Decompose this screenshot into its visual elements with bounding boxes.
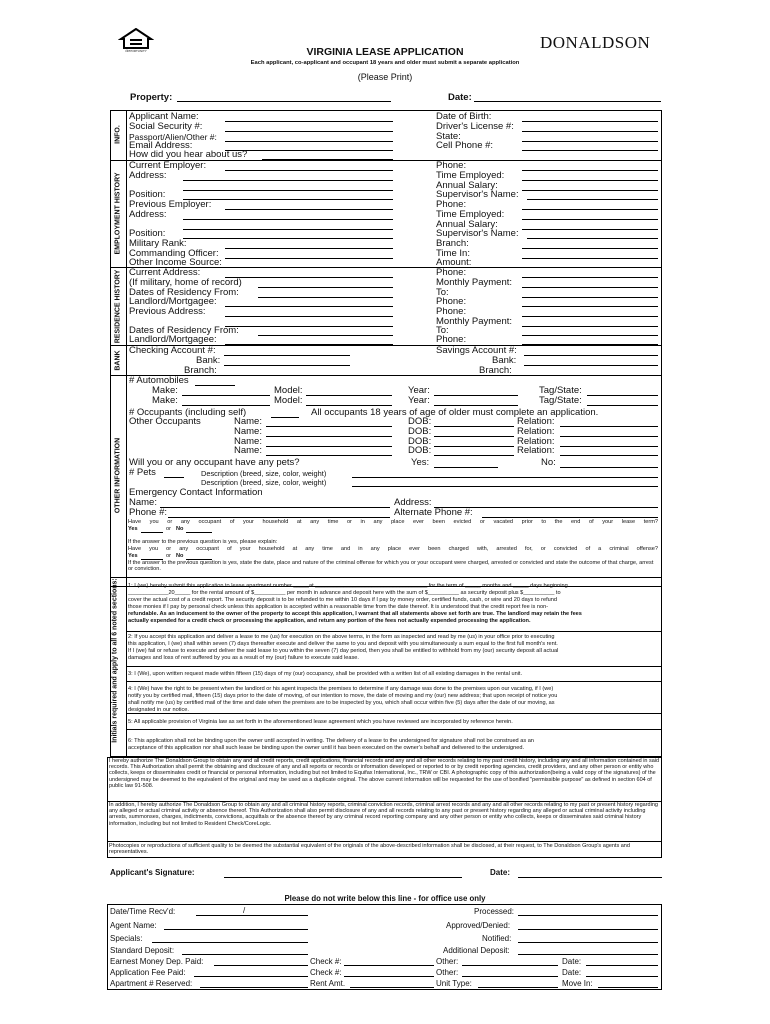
- applicant-name-field[interactable]: [225, 121, 393, 122]
- time-employed-label: Time Employed:: [436, 170, 505, 181]
- checking-branch-field[interactable]: [224, 375, 350, 376]
- rent-amt-field[interactable]: [350, 987, 434, 988]
- term-6-line-b: acceptance of this application nor shall such lease be binding upon the owner until it has been executed on the owner's behalf and delivered to the undersigned.: [128, 745, 525, 751]
- form-subtitle: Each applicant, co-applicant and occupant 18 years and older must submit a separate application: [250, 60, 520, 66]
- section-label-initials: Initials required and apply to all 6 noted sections:: [111, 578, 119, 743]
- emergency-label: Emergency Contact Information: [129, 487, 263, 498]
- prev-monthly-payment-field[interactable]: [522, 326, 658, 327]
- signature-date-label: Date:: [490, 868, 511, 877]
- date-field[interactable]: [474, 101, 661, 102]
- term-1-line-c: cover the actual cost of a credit report. The security deposit is to be refunded to me within 10 days if I pay by money order, certified funds, cash, or wire and 20 days to refund: [128, 597, 557, 603]
- make-label-1: Make:: [152, 385, 178, 396]
- authorization-criminal: In addition, I hereby authorize The Donaldson Group to obtain any and all criminal history reports, criminal conviction records, criminal arrest records and any and all other records relating to my past or present history regarding any alleged or actual criminal activity or absence thereof. This Authorization shall also permit disclosure of any and all records relating to any past or present history regarding any alleged or actual criminal activity including arrests, summonses, charges, indictments, convictions, acquittals or the absence thereof by any criminal record reporting company and any other person or entity who collects, keeps or disseminates said criminal history information, including but not limited to Resident Check/CoreLogic.: [109, 802, 658, 827]
- prev-position-label: Position:: [129, 228, 166, 239]
- employer-address-field-2[interactable]: [183, 190, 393, 191]
- term-2-line-b: this application, I (we) shall within seven (7) days thereafter execute and deliver the same to you and deposit with you simultaneously a sum equal to the first full month's rent.: [128, 641, 558, 647]
- annual-salary-field[interactable]: [522, 190, 658, 191]
- dob-field[interactable]: [522, 121, 658, 122]
- prev-res-to-field[interactable]: [522, 335, 658, 336]
- annual-salary-label: Annual Salary:: [436, 180, 498, 191]
- term-5: 5: All applicable provision of Virginia law as set forth in the aforementioned lease agreement which you have reviewed are incorporated by reference herein.: [128, 719, 513, 725]
- occupant-name-label-4: Name:: [234, 445, 262, 456]
- move-in-field[interactable]: [598, 987, 658, 988]
- occupant-dob-field-2[interactable]: [434, 436, 514, 437]
- criminal-or-label: or: [166, 553, 171, 559]
- notified-label: Notified:: [482, 934, 512, 943]
- occupant-dob-field-4[interactable]: [434, 455, 514, 456]
- app-fee-date-field[interactable]: [586, 976, 658, 977]
- current-address-label: Current Address:: [129, 267, 201, 278]
- auth-divider-2: [107, 841, 662, 842]
- eviction-question: Have you or any occupant of your household at any time or in any place ever been evicted or vacated prior to the end of your lease term?: [128, 519, 658, 525]
- checking-label: Checking Account #:: [129, 345, 216, 356]
- office-use-heading: Please do not write below this line - for office use only: [284, 894, 486, 903]
- email-label: Email Address:: [129, 140, 193, 151]
- commanding-officer-field[interactable]: [225, 258, 393, 259]
- apt-reserved-label: Apartment # Reserved:: [110, 979, 193, 988]
- date-recvd-slash: /: [243, 906, 246, 915]
- brand-logo: DONALDSON: [540, 33, 651, 52]
- savings-bank-label: Bank:: [492, 355, 517, 366]
- prev-residency-from-label: Dates of Residency From:: [129, 325, 239, 336]
- current-address-field[interactable]: [225, 277, 393, 278]
- prev-residency-from-field[interactable]: [258, 335, 393, 336]
- occupant-dob-field-3[interactable]: [434, 446, 514, 447]
- other-income-field[interactable]: [225, 267, 393, 268]
- occupant-relation-label-2: Relation:: [517, 426, 555, 437]
- pet-desc-field-1[interactable]: [352, 477, 658, 478]
- passport-field[interactable]: [225, 141, 393, 142]
- checking-field[interactable]: [224, 355, 350, 356]
- prev-address-field[interactable]: [183, 219, 393, 220]
- model-label-1: Model:: [274, 385, 303, 396]
- landlord-field[interactable]: [225, 306, 393, 307]
- ec-phone-label: Phone #:: [129, 507, 168, 518]
- prev-landlord-label: Landlord/Mortgagee:: [129, 334, 217, 345]
- std-deposit-label: Standard Deposit:: [110, 946, 175, 955]
- terms-divider-2: [126, 666, 662, 667]
- res-to-field[interactable]: [522, 297, 658, 298]
- landlord-label: Landlord/Mortgagee:: [129, 296, 217, 307]
- prev-res-to-label: To:: [436, 325, 449, 336]
- pets-yes-field[interactable]: [434, 467, 498, 468]
- prev-emp-phone-field[interactable]: [522, 209, 658, 210]
- cell-phone-label: Cell Phone #:: [436, 140, 494, 151]
- term-4-line-b: notify you by certified mail, fifteen (15) days prior to the date of moving, of our intention to move, the date of moving and my (our) new address; that upon receipt of notice you: [128, 693, 558, 699]
- pets-count-field[interactable]: [164, 477, 184, 478]
- prev-landlord-phone-field[interactable]: [522, 344, 658, 345]
- term-4-line-d: designated in our notice.: [128, 707, 189, 713]
- prev-annual-salary-field[interactable]: [522, 229, 658, 230]
- earnest-check-label: Check #:: [310, 957, 342, 966]
- eviction-yes-label: Yes: [128, 526, 138, 532]
- home-of-record-label: (If military, home of record): [129, 277, 242, 288]
- occupant-name-label-2: Name:: [234, 426, 262, 437]
- cell-phone-field[interactable]: [522, 150, 658, 151]
- notified-field[interactable]: [518, 942, 658, 943]
- occupant-name-field-3[interactable]: [266, 446, 392, 447]
- signature-date-field[interactable]: [518, 877, 662, 878]
- amount-label: Amount:: [436, 257, 472, 268]
- app-fee-check-label: Check #:: [310, 968, 342, 977]
- terms-divider-3: [126, 681, 662, 682]
- tag-label-1: Tag/State:: [539, 385, 582, 396]
- eviction-no-label: No: [176, 526, 184, 532]
- rent-amt-label: Rent Amt.: [310, 979, 346, 988]
- savings-label: Savings Account #:: [436, 345, 517, 356]
- residency-from-field[interactable]: [258, 297, 393, 298]
- pets-no-label: No:: [541, 457, 556, 468]
- criminal-yes-label: Yes: [128, 553, 138, 559]
- earnest-label: Earnest Money Dep. Paid:: [110, 957, 204, 966]
- time-employed-field[interactable]: [522, 180, 658, 181]
- supervisor-label: Supervisor's Name:: [436, 189, 519, 200]
- criminal-question: Have you or any occupant of your household at any time and in any place ever been charged with, arrested for, or convicted of a criminal offense?: [128, 546, 658, 552]
- term-2-line-d: damages and loss of rent suffered by you as a result of my (our) failure to execute said lease.: [128, 655, 359, 661]
- military-rank-label: Military Rank:: [129, 238, 187, 249]
- prev-res-phone-field[interactable]: [522, 316, 658, 317]
- emp-phone-label: Phone:: [436, 160, 467, 171]
- savings-field[interactable]: [524, 355, 658, 356]
- res-phone-label: Phone:: [436, 267, 467, 278]
- employer-address-label: Address:: [129, 170, 167, 181]
- eviction-yes-field[interactable]: [141, 532, 163, 533]
- passport-label: Passport/Alien/Other #:: [129, 132, 217, 142]
- res-to-label: To:: [436, 287, 449, 298]
- branch-field[interactable]: [522, 248, 658, 249]
- occupant-relation-field-4[interactable]: [560, 455, 658, 456]
- model-label-2: Model:: [274, 395, 303, 406]
- processed-field[interactable]: [518, 915, 658, 916]
- occupant-relation-label-4: Relation:: [517, 445, 555, 456]
- pets-no-field[interactable]: [560, 467, 658, 468]
- monthly-payment-field[interactable]: [522, 287, 658, 288]
- term-6-line-a: 6: This application shall not be binding upon the owner until accepted in writing. The delivery of a lease to the undersigned for signature shall not be construed as an: [128, 738, 534, 744]
- term-3: 3: I (We), upon written request made within fifteen (15) days of my (our) occupancy, shall be provided with a written list of all existing damages in the rental unit.: [128, 671, 523, 677]
- pet-desc-field-2[interactable]: [352, 486, 658, 487]
- pets-question: Will you or any occupant have any pets?: [129, 457, 300, 468]
- make-field-1[interactable]: [182, 395, 270, 396]
- previous-address-label: Previous Address:: [129, 306, 206, 317]
- term-1-line-b: _____________20_____ for the rental amount of $__________ per month in advance and deposit here with the sum of $__________ as security deposit plus $__________ to: [128, 590, 561, 596]
- earnest-date-label: Date:: [562, 957, 582, 966]
- apt-reserved-field[interactable]: [200, 987, 308, 988]
- occupant-relation-field-1[interactable]: [560, 426, 658, 427]
- state-field[interactable]: [522, 141, 658, 142]
- tag-field-2[interactable]: [587, 405, 658, 406]
- military-rank-field[interactable]: [225, 248, 393, 249]
- occupant-dob-label-3: DOB:: [408, 436, 432, 447]
- unit-type-field[interactable]: [478, 987, 558, 988]
- specials-field[interactable]: [152, 942, 308, 943]
- previous-address-field-2[interactable]: [225, 326, 393, 327]
- eviction-no-field[interactable]: [186, 532, 212, 533]
- occupant-relation-field-3[interactable]: [560, 446, 658, 447]
- branch-label: Branch:: [436, 238, 469, 249]
- term-1-line-e: refundable. As an inducement to the owner of the property to accept this application, I warrant that all statements above set forth are true. The landlord may retain the fees: [128, 611, 582, 617]
- criminal-no-label: No: [176, 553, 184, 559]
- current-employer-label: Current Employer:: [129, 160, 207, 171]
- terms-divider-4: [126, 713, 662, 714]
- tag-field-1[interactable]: [587, 395, 658, 396]
- app-fee-field[interactable]: [194, 976, 308, 977]
- home-of-record-field[interactable]: [258, 287, 393, 288]
- pet-desc-label-1: Description (breed, size, color, weight): [201, 469, 327, 478]
- occupant-dob-label-1: DOB:: [408, 416, 432, 427]
- occupant-name-field-2[interactable]: [266, 436, 392, 437]
- prev-position-field[interactable]: [183, 238, 393, 239]
- approved-label: Approved/Denied:: [446, 921, 511, 930]
- agent-label: Agent Name:: [110, 921, 157, 930]
- time-in-field[interactable]: [522, 258, 658, 259]
- prev-address-field-2[interactable]: [183, 229, 393, 230]
- term-4-line-c: shall notify me (us) by certified mail of the time and date when the premises are to be inspected by you, which shall occur within five (5) days after the date of our moving, as: [128, 700, 555, 706]
- amount-field[interactable]: [522, 267, 658, 268]
- section-label-other: OTHER INFORMATION: [114, 437, 122, 514]
- make-field-2[interactable]: [182, 405, 270, 406]
- signature-field[interactable]: [224, 877, 462, 878]
- savings-bank-field[interactable]: [524, 365, 658, 366]
- date-label: Date:: [448, 92, 472, 103]
- landlord-phone-label: Phone:: [436, 296, 467, 307]
- prev-res-phone-label: Phone:: [436, 306, 467, 317]
- year-field-1[interactable]: [434, 395, 518, 396]
- app-fee-label: Application Fee Paid:: [110, 968, 186, 977]
- previous-address-field[interactable]: [225, 316, 393, 317]
- prev-supervisor-field[interactable]: [527, 238, 658, 239]
- eviction-explain-label: If the answer to the previous question is yes, please explain:: [128, 539, 278, 545]
- prev-annual-salary-label: Annual Salary:: [436, 219, 498, 230]
- terms-divider-1: [126, 631, 662, 632]
- position-label: Position:: [129, 189, 166, 200]
- prev-time-employed-label: Time Employed:: [436, 209, 505, 220]
- authorization-photocopies: Photocopies or reproductions of sufficient quality to be deemed the substantial equivalent of the originals of the above-described information shall be disclosed, at their request, to The Donaldson Group's agents and representatives.: [109, 843, 630, 856]
- app-fee-other-label: Other:: [436, 968, 459, 977]
- occupants-field[interactable]: [271, 417, 299, 418]
- add-deposit-field[interactable]: [518, 954, 658, 955]
- model-field-2[interactable]: [306, 405, 392, 406]
- property-label: Property:: [130, 92, 173, 103]
- previous-employer-field[interactable]: [225, 209, 393, 210]
- prev-landlord-phone-label: Phone:: [436, 334, 467, 345]
- position-field[interactable]: [183, 199, 393, 200]
- term-4-line-a: 4: I (We) have the right to be present when the landlord or his agent inspects the premises to determine if any damage was done to the premises upon our vacating, if I (we): [128, 686, 554, 692]
- occupants-note: All occupants 18 years of age of older must complete an application.: [311, 407, 599, 418]
- authorization-credit: I hereby authorize The Donaldson Group to obtain any and all credit reports, credit applications, financial records and any and all other records relating to my past credit history, including any and all information contained in said records. This Authorization shall permit the obtaining and disclosure of any and all reports or records or information developed or reported to or by credit reporting agencies, credit providers, and any other person or entity who collects, keeps or disseminates credit or financial or personal information, including but not limited to Equifax International, Inc., TRW or CBI. A photographic copy of this authorization(being a valid copy of the signatures) of the undersigned may be deemed to the equivalent of the original and may be used as a duplicate original. The above current information will be requested for the use of bonified "permissible purpose" as defined in section 604 of public law 91-508.: [109, 758, 660, 789]
- specials-label: Specials:: [110, 934, 143, 943]
- license-label: Driver's License #:: [436, 121, 514, 132]
- previous-employer-label: Previous Employer:: [129, 199, 212, 210]
- std-deposit-field[interactable]: [182, 954, 308, 955]
- processed-label: Processed:: [474, 907, 515, 916]
- earnest-field[interactable]: [214, 965, 308, 966]
- current-employer-field[interactable]: [225, 170, 393, 171]
- monthly-payment-label: Monthly Payment:: [436, 277, 513, 288]
- ec-name-field[interactable]: [160, 507, 390, 508]
- prev-supervisor-label: Supervisor's Name:: [436, 228, 519, 239]
- residency-from-label: Dates of Residency From:: [129, 287, 239, 298]
- other-occupants-label: Other Occupants: [129, 416, 201, 427]
- approved-field[interactable]: [518, 929, 658, 930]
- ssn-field[interactable]: [225, 131, 393, 132]
- pets-count-label: # Pets: [129, 467, 156, 478]
- occupant-dob-field-1[interactable]: [434, 426, 514, 427]
- ec-phone-field[interactable]: [168, 517, 390, 518]
- savings-branch-label: Branch:: [479, 365, 512, 376]
- ec-alt-phone-label: Alternate Phone #:: [394, 507, 473, 518]
- occupant-relation-field-2[interactable]: [560, 436, 658, 437]
- prev-address-label: Address:: [129, 209, 167, 220]
- supervisor-field[interactable]: [527, 199, 658, 200]
- ec-alt-phone-field[interactable]: [482, 517, 658, 518]
- eho-text: EQUAL HOUSING OPPORTUNITY: [123, 46, 149, 53]
- initials-column-divider: [126, 577, 127, 757]
- earnest-other-field[interactable]: [462, 965, 558, 966]
- criminal-explain-label: If the answer to the previous question is yes, state the date, place and nature of the criminal offense for which you or your occupant were charged, arrested or convicted and state the outcome of that charge, arrest or conviction.: [128, 560, 654, 573]
- savings-branch-field[interactable]: [524, 375, 658, 376]
- section-divider: [126, 110, 127, 577]
- print-note: (Please Print): [357, 72, 413, 82]
- section-label-info: INFO.: [114, 125, 122, 144]
- signature-label: Applicant's Signature:: [110, 868, 195, 877]
- applicant-name-label: Applicant Name:: [129, 111, 199, 122]
- eviction-or-label: or: [166, 526, 171, 532]
- ec-name-label: Name:: [129, 497, 157, 508]
- occupant-name-field-4[interactable]: [266, 455, 392, 456]
- date-recvd-field[interactable]: [196, 915, 308, 916]
- occupant-name-label-1: Name:: [234, 416, 262, 427]
- ssn-label: Social Security #:: [129, 121, 203, 132]
- occupant-dob-label-4: DOB:: [408, 445, 432, 456]
- occupant-relation-label-1: Relation:: [517, 416, 555, 427]
- occupants-label: # Occupants (including self): [129, 407, 247, 418]
- add-deposit-label: Additional Deposit:: [443, 946, 510, 955]
- section-label-residence: RESIDENCE HISTORY: [114, 269, 122, 344]
- res-phone-field[interactable]: [522, 277, 658, 278]
- date-recvd-label: Date/Time Recv'd:: [110, 907, 176, 916]
- terms-divider-5: [126, 729, 662, 730]
- emp-phone-field[interactable]: [522, 170, 658, 171]
- tag-label-2: Tag/State:: [539, 395, 582, 406]
- unit-type-label: Unit Type:: [436, 979, 472, 988]
- license-field[interactable]: [522, 131, 658, 132]
- term-2-line-c: If I (we) fail or refuse to execute and deliver the said lease to you within the seven (7) day period, then you shall be entitled to withhold from my (our) security deposit all actual: [128, 648, 559, 654]
- prev-monthly-payment-label: Monthly Payment:: [436, 316, 513, 327]
- app-fee-other-field[interactable]: [462, 976, 558, 977]
- prev-time-employed-field[interactable]: [522, 219, 658, 220]
- model-field-1[interactable]: [306, 395, 392, 396]
- prev-emp-phone-label: Phone:: [436, 199, 467, 210]
- time-in-label: Time In:: [436, 248, 470, 259]
- term-1-line-a: 1: I (we) hereby submit this application to lease apartment number _____at ____________________________________ for the term of _____ months and _____ days beginning: [128, 583, 568, 589]
- property-field[interactable]: [177, 101, 391, 102]
- year-label-1: Year:: [408, 385, 430, 396]
- agent-field[interactable]: [164, 929, 308, 930]
- app-fee-check-field[interactable]: [344, 976, 434, 977]
- commanding-officer-label: Commanding Officer:: [129, 248, 219, 259]
- earnest-date-field[interactable]: [586, 965, 658, 966]
- section-label-bank: BANK: [114, 350, 122, 371]
- make-label-2: Make:: [152, 395, 178, 406]
- occupant-dob-label-2: DOB:: [408, 426, 432, 437]
- ec-address-label: Address:: [394, 497, 432, 508]
- move-in-label: Move In:: [562, 979, 593, 988]
- checking-bank-label: Bank:: [196, 355, 221, 366]
- dob-label: Date of Birth:: [436, 111, 492, 122]
- occupant-name-label-3: Name:: [234, 436, 262, 447]
- occupant-relation-label-3: Relation:: [517, 436, 555, 447]
- year-field-2[interactable]: [434, 405, 518, 406]
- earnest-check-field[interactable]: [344, 965, 434, 966]
- form-title: VIRGINIA LEASE APPLICATION: [306, 46, 464, 58]
- pets-yes-label: Yes:: [411, 457, 430, 468]
- term-1-line-f: actually expended for a credit check or processing the application, and return any portion of the fees not actually expended processing the application.: [128, 618, 531, 624]
- occupant-name-field-1[interactable]: [266, 426, 392, 427]
- employer-address-field[interactable]: [183, 180, 393, 181]
- term-1-line-d: those monies if I pay by personal check unless this application is accepted within a reasonable time from the date thereof. It is understood that the credit report fee is non-: [128, 604, 549, 610]
- landlord-phone-field[interactable]: [522, 306, 658, 307]
- heard-about-field[interactable]: [262, 159, 393, 160]
- term-2-line-a: 2: If you accept this application and deliver a lease to me (us) for execution on the above terms, in the form as inspected and read by me (us) in your office prior to executing: [128, 634, 555, 640]
- section-label-employment: EMPLOYMENT HISTORY: [114, 172, 122, 255]
- checking-bank-field[interactable]: [224, 365, 350, 366]
- pet-desc-label-2: Description (breed, size, color, weight): [201, 478, 327, 487]
- prev-landlord-field[interactable]: [225, 344, 393, 345]
- state-label: State:: [436, 131, 461, 142]
- heard-about-label: How did you hear about us?: [129, 149, 248, 160]
- email-field[interactable]: [225, 150, 393, 151]
- automobiles-field[interactable]: [195, 385, 235, 386]
- automobiles-label: # Automobiles: [129, 375, 189, 386]
- earnest-other-label: Other:: [436, 957, 459, 966]
- other-income-label: Other Income Source:: [129, 257, 222, 268]
- year-label-2: Year:: [408, 395, 430, 406]
- checking-branch-label: Branch:: [184, 365, 217, 376]
- app-fee-date-label: Date:: [562, 968, 582, 977]
